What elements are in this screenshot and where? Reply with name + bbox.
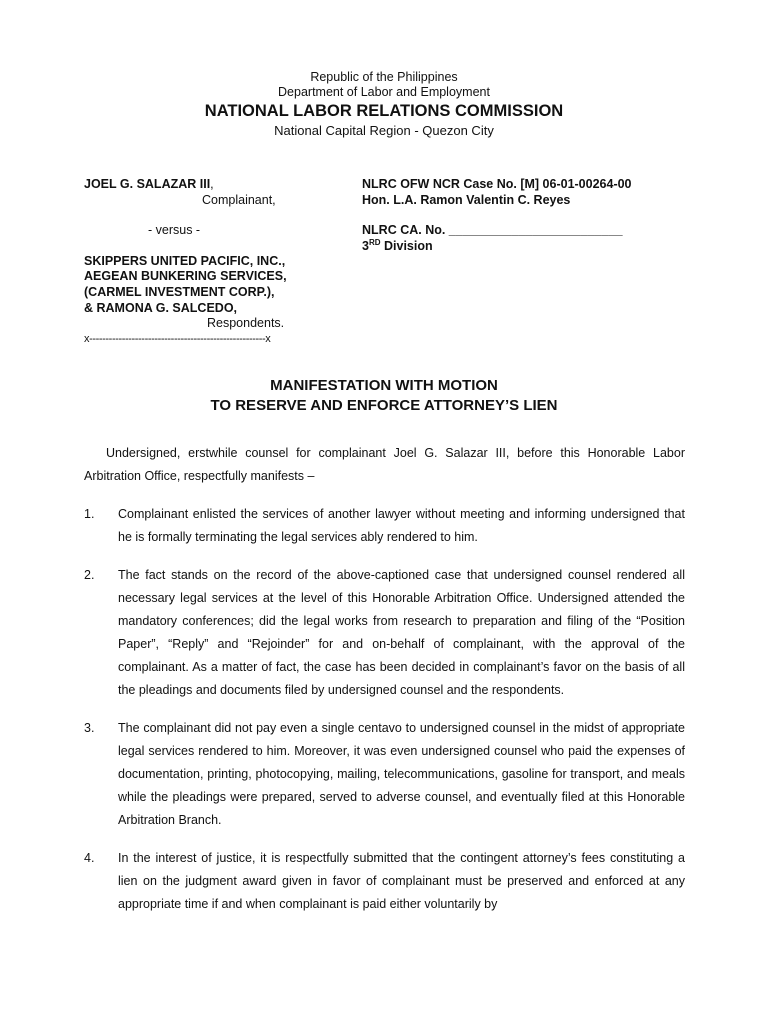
header-commission: NATIONAL LABOR RELATIONS COMMISSION: [204, 102, 564, 120]
document-header: [0, 70, 768, 139]
paragraph-text: Complainant enlisted the services of another lawyer without meeting and informing undersigned that he is formally terminating the legal services ably rendered to him.: [118, 507, 685, 544]
division-number: 3: [362, 238, 369, 253]
paragraph-text: In the interest of justice, it is respectfully submitted that the contingent attorney’s fees constituting a lien on the judgment award given in favor of complainant must be preserved and enforced at any appropriate time if and when complainant is paid either voluntarily by: [118, 851, 685, 911]
caption-parties: [84, 177, 354, 332]
title-line-2: TO RESERVE AND ENFORCE ATTORNEY’S LIEN: [210, 397, 558, 414]
complainant-comma: ,: [210, 177, 214, 191]
header-region: National Capital Region - Quezon City: [274, 123, 494, 138]
numbered-paragraph: [84, 717, 685, 832]
paragraph-number: 3.: [84, 721, 95, 735]
ca-number: NLRC CA. No. _________________________: [362, 223, 623, 238]
header-republic: Republic of the Philippines: [310, 70, 458, 84]
numbered-paragraph: [84, 847, 685, 916]
labor-arbiter: Hon. L.A. Ramon Valentin C. Reyes: [362, 192, 571, 207]
respondents-role: Respondents.: [207, 316, 285, 331]
case-number: NLRC OFW NCR Case No. [M] 06-01-00264-00: [362, 177, 632, 191]
division-ordinal: RD: [368, 237, 381, 247]
respondent-line: & RAMONA G. SALCEDO,: [84, 300, 238, 315]
document-title: [0, 376, 768, 416]
division-label: Division: [380, 238, 433, 253]
numbered-paragraph: [84, 503, 685, 549]
complainant-role: Complainant,: [202, 192, 276, 207]
document-body: [84, 442, 685, 931]
paragraph-number: 4.: [84, 851, 95, 865]
complainant-name: JOEL G. SALAZAR III: [84, 177, 211, 191]
intro-paragraph: Undersigned, erstwhile counsel for complainant Joel G. Salazar III, before this Honorable Labor Arbitration Office, respectfully manifests –: [84, 446, 685, 483]
header-department: Department of Labor and Employment: [278, 85, 490, 99]
numbered-paragraph: [84, 564, 685, 702]
versus-label: - versus -: [148, 223, 201, 238]
paragraph-number: 1.: [84, 507, 95, 521]
complainant-line: [84, 177, 354, 193]
caption-case-info: [362, 177, 692, 254]
respondent-line: (CARMEL INVESTMENT CORP.),: [84, 284, 275, 299]
case-caption: [84, 177, 684, 347]
paragraph-text: The fact stands on the record of the above-captioned case that undersigned counsel rendered all necessary legal services at the level of this Honorable Arbitration Office. Undersigned attended the mandatory conferences; did the legal works from research to preparation and filing of the “Position Paper”, “Reply” and “Rejoinder” for and on-behalf of complainant, with the approval of the complainant. As a matter of fact, the case has been decided in complainant’s favor on the basis of all the pleadings and documents filed by undersigned counsel and the respondents.: [118, 568, 685, 697]
paragraph-text: The complainant did not pay even a single centavo to undersigned counsel in the midst of appropriate legal services rendered to him. Moreover, it was even undersigned counsel who paid the expenses of documentation, printing, photocopying, mailing, telecommunications, gasoline for transport, and meals while the pleadings were prepared, served to adverse counsel, and eventually filed at this Honorable Arbitration Branch.: [118, 721, 685, 827]
caption-separator: x------------------------------------------------------x: [84, 333, 271, 345]
respondent-line: SKIPPERS UNITED PACIFIC, INC.,: [84, 253, 286, 268]
title-line-1: MANIFESTATION WITH MOTION: [270, 377, 498, 394]
paragraph-number: 2.: [84, 568, 95, 582]
respondent-line: AEGEAN BUNKERING SERVICES,: [84, 269, 287, 284]
division-line: [362, 239, 692, 255]
